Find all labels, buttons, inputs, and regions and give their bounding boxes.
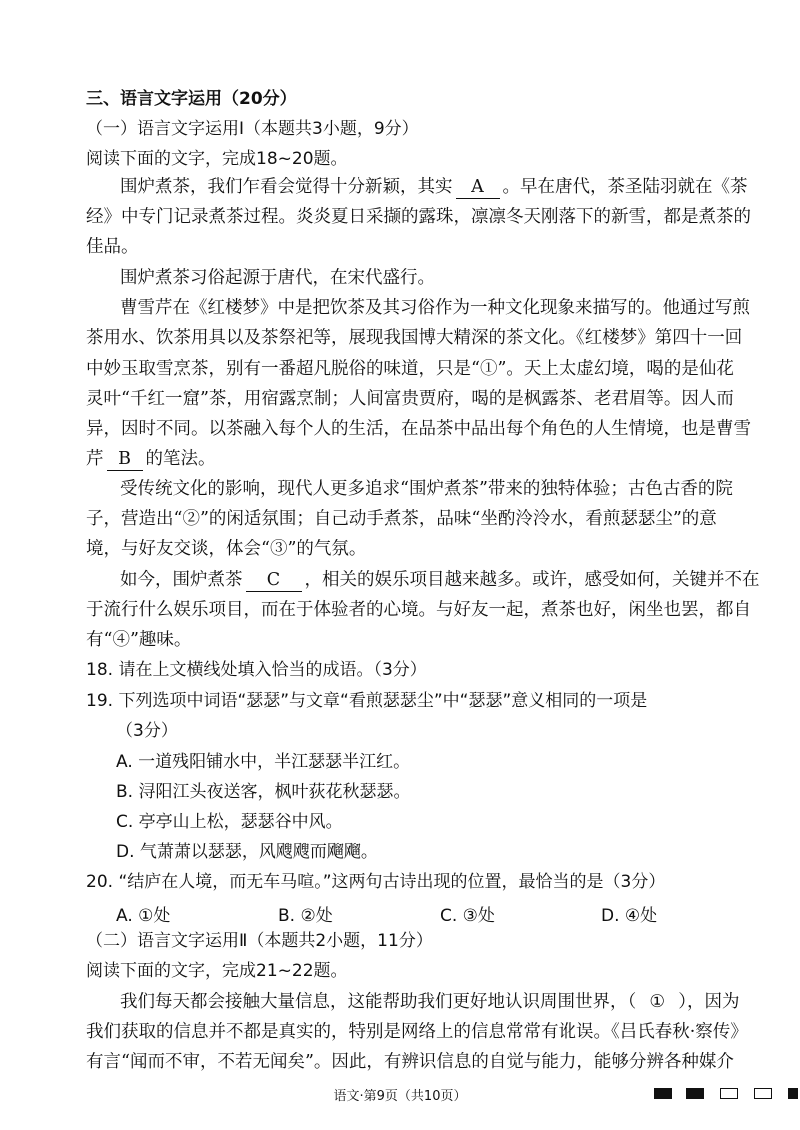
part2-instruction: 阅读下面的文字，完成21~22题。 (86, 961, 348, 981)
fill-blank-a: A (456, 176, 500, 199)
text-segment: ，相关的娱乐项目越来越多。或许，感受如何，关键并不在 (304, 570, 760, 590)
page-footer: 语文·第9页（共10页） (333, 1089, 467, 1104)
text-segment: 我们每天都会接触大量信息，这能帮助我们更好地认识周围世界，（ (120, 992, 637, 1012)
text-segment: 芹 (86, 449, 104, 469)
passage1-p5-line2: 于流行什么娱乐项目，而在于体验者的心境。与好友一起，煮茶也好，闲坐也罢，都自 (86, 600, 751, 620)
passage1-p1-line3: 佳品。 (86, 237, 139, 257)
text-segment: ），因为 (678, 992, 740, 1012)
marker-filled (686, 1088, 704, 1099)
q20-option-b: B. ②处 (278, 906, 333, 926)
question-20: 20. “结庐在人境，而无车马喧。”这两句古诗出现的位置，最恰当的是（3分） (86, 872, 666, 892)
passage2-line1 (120, 990, 740, 1014)
passage2-line2: 我们获取的信息并不都是真实的，特别是网络上的信息常常有讹误。《吕氏春秋·察传》 (86, 1022, 748, 1042)
passage1-p5-line3: 有“④”趣味。 (86, 630, 192, 650)
fill-blank-1: ① (649, 992, 666, 1012)
passage1-p5-line1 (120, 568, 760, 592)
marker-empty (720, 1088, 738, 1099)
passage1-p3-line5: 异，因时不同。以茶融入每个人的生活，在品茶中品出每个角色的人生情境，也是曹雪 (86, 419, 751, 439)
fill-blank-b: B (107, 448, 143, 471)
passage1-p3-line1: 曹雪芹在《红楼梦》中是把饮茶及其习俗作为一种文化现象来描写的。他通过写煎 (120, 298, 750, 318)
marker-empty (754, 1088, 772, 1099)
text-segment: 。早在唐代，茶圣陆羽就在《茶 (502, 177, 748, 197)
text-segment: 围炉煮茶，我们乍看会觉得十分新颖，其实 (120, 177, 453, 197)
passage1-p3-line3: 中妙玉取雪烹茶，别有一番超凡脱俗的味道，只是“①”。天上太虚幻境，喝的是仙花 (86, 359, 734, 379)
marker-filled (788, 1088, 798, 1099)
part1-instruction: 阅读下面的文字，完成18~20题。 (86, 149, 348, 169)
marker-filled (654, 1088, 672, 1099)
q19-option-a: A. 一道残阳铺水中，半江瑟瑟半江红。 (116, 752, 411, 772)
part1-heading: （一）语言文字运用Ⅰ（本题共3小题，9分） (86, 119, 419, 139)
part2-heading: （二）语言文字运用Ⅱ（本题共2小题，11分） (86, 931, 433, 951)
passage1-p4-line2: 子，营造出“②”的闲适氛围；自己动手煮茶，品味“坐酌泠泠水，看煎瑟瑟尘”的意 (86, 509, 717, 529)
question-18: 18. 请在上文横线处填入恰当的成语。（3分） (86, 660, 427, 680)
q19-option-c: C. 亭亭山上松，瑟瑟谷中风。 (116, 812, 343, 832)
passage1-p3-line2: 茶用水、饮茶用具以及茶祭祀等，展现我国博大精深的茶文化。《红楼梦》第四十一回 (86, 328, 743, 348)
q20-option-a: A. ①处 (116, 906, 171, 926)
text-segment: 的笔法。 (145, 449, 216, 469)
question-19: 19. 下列选项中词语“瑟瑟”与文章“看煎瑟瑟尘”中“瑟瑟”意义相同的一项是 (86, 691, 648, 711)
q20-option-c: C. ③处 (440, 906, 495, 926)
passage2-line3: 有言“闻而不审，不若无闻矣”。因此，有辨识信息的自觉与能力，能够分辨各种媒介 (86, 1052, 734, 1072)
passage1-p3-line4: 灵叶“千红一窟”茶，用宿露烹制；人间富贵贾府，喝的是枫露茶、老君眉等。因人而 (86, 389, 734, 409)
question-19-score: （3分） (116, 721, 178, 741)
passage1-p3-line6 (86, 447, 216, 471)
q20-option-d: D. ④处 (601, 906, 658, 926)
passage1-p1-line1 (120, 175, 748, 199)
q19-option-b: B. 浔阳江头夜送客，枫叶荻花秋瑟瑟。 (116, 782, 411, 802)
text-segment: 如今，围炉煮茶 (120, 570, 243, 590)
passage1-p4-line3: 境，与好友交谈，体会“③”的气氛。 (86, 539, 367, 559)
fill-blank-c: C (246, 569, 302, 592)
section-title: 三、语言文字运用（20分） (86, 89, 297, 109)
q19-option-d: D. 气萧萧以瑟瑟，风飕飕而飗飗。 (116, 842, 378, 862)
passage1-p1-line2: 经》中专门记录煮茶过程。炎炎夏日采撷的露珠，凛凛冬天刚落下的新雪，都是煮茶的 (86, 207, 751, 227)
passage1-p2-line1: 围炉煮茶习俗起源于唐代，在宋代盛行。 (120, 268, 435, 288)
passage1-p4-line1: 受传统文化的影响，现代人更多追求“围炉煮茶”带来的独特体验；古色古香的院 (120, 479, 733, 499)
